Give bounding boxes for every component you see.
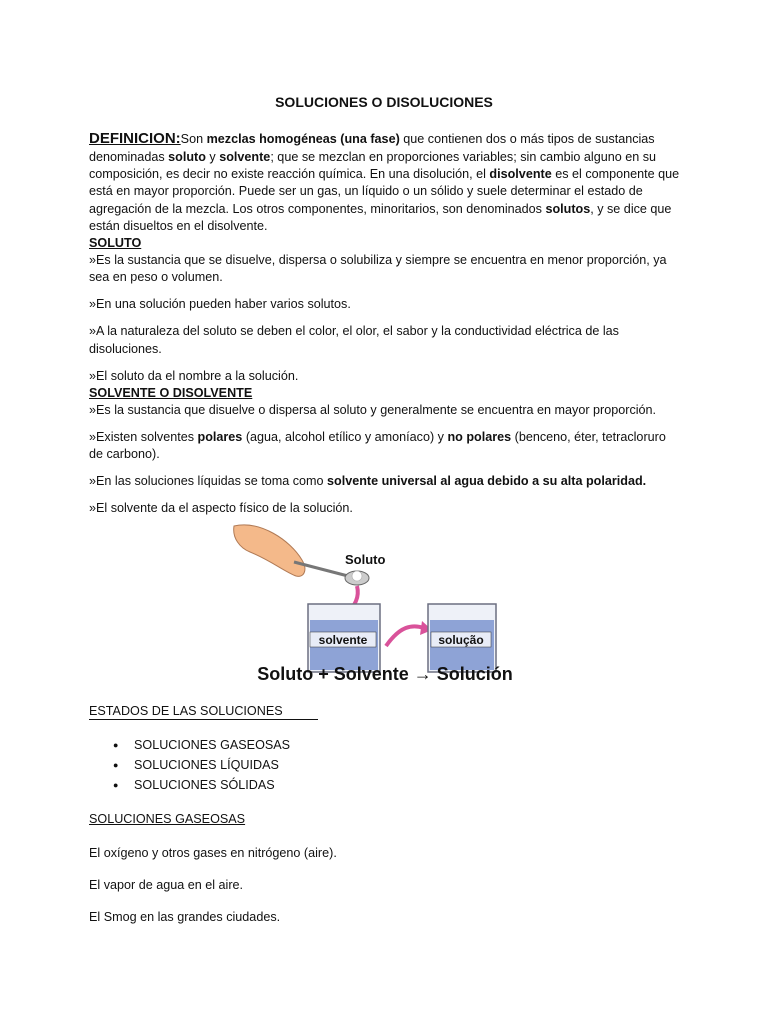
text: Son	[180, 132, 207, 146]
text: , y se dice que	[590, 202, 672, 216]
solvente-point-3	[89, 472, 646, 490]
bullet-icon: ●	[113, 780, 119, 790]
soluto-point-1a: »Es la sustancia que se disuelve, dispersa o solubiliza y siempre se encuentra en menor proporción, ya	[89, 253, 667, 267]
soluto-point-1b: sea en peso o volumen.	[89, 270, 223, 284]
definition-line-1	[89, 130, 655, 148]
soluto-point-3a: »A la naturaleza del soluto se deben el color, el olor, el sabor y la conductividad eléctrica de las	[89, 324, 619, 338]
solution-diagram	[230, 520, 540, 690]
gaseosas-example-1: El oxígeno y otros gases en nitrógeno (aire).	[89, 846, 337, 860]
heading-text: SOLUCIONES GASEOSAS	[89, 812, 246, 826]
text: agregación de la mezcla. Los otros componentes, minoritarios, son denominados	[89, 202, 546, 216]
bold-text: disolvente	[489, 167, 552, 181]
text: (agua, alcohol etílico y amoníaco) y	[242, 430, 448, 444]
solvente-heading	[89, 384, 252, 402]
text: »Existen solventes	[89, 430, 198, 444]
heading-text: SOLVENTE O DISOLVENTE	[89, 386, 253, 400]
solvente-point-2b: de carbono).	[89, 447, 160, 461]
gaseosas-example-3: El Smog en las grandes ciudades.	[89, 910, 281, 924]
soluto-point-2: »En una solución pueden haber varios solutos.	[89, 297, 351, 311]
solute-grains	[352, 571, 362, 581]
solvente-point-4: »El solvente da el aspecto físico de la solución.	[89, 501, 353, 515]
text: y	[205, 150, 220, 164]
transfer-arrow	[386, 626, 424, 646]
text: denominadas	[89, 150, 169, 164]
definition-line-5	[89, 200, 671, 218]
soluto-label: Soluto	[345, 552, 386, 567]
bold-text: solvente universal al agua debido a su alta polaridad.	[327, 474, 647, 488]
solvente-point-2a	[89, 428, 666, 446]
estado-item-3: SOLUCIONES SÓLIDAS	[134, 778, 275, 792]
text: ; que se mezclan en proporciones variables; sin cambio alguno en su	[270, 150, 657, 164]
bullet-icon: ●	[113, 740, 119, 750]
text: composición, es decir no existe reacción química. En una disolución, el	[89, 167, 490, 181]
bold-text: no polares	[447, 430, 512, 444]
definition-line-2	[89, 148, 656, 166]
gaseosas-example-2: El vapor de agua en el aire.	[89, 878, 244, 892]
beaker-solucao-label: solução	[438, 633, 484, 647]
bold-text: solvente	[219, 150, 271, 164]
bullet-icon: ●	[113, 760, 119, 770]
definition-label: DEFINICION:	[89, 130, 181, 147]
heading-text: SOLUTO	[89, 236, 142, 250]
definition-line-4: está en mayor proporción. Puede ser un gas, un líquido o un sólido y suele determinar el estado de	[89, 184, 643, 198]
beaker-solvente-label: solvente	[318, 633, 368, 647]
equation-text: Soluto + Solvente → Solución	[257, 664, 513, 684]
estado-item-1: SOLUCIONES GASEOSAS	[134, 738, 291, 752]
soluto-heading	[89, 234, 141, 252]
bold-text: polares	[197, 430, 243, 444]
solvente-point-1: »Es la sustancia que disuelve o dispersa al soluto y generalmente se encuentra en mayor proporción.	[89, 403, 657, 417]
definition-line-3	[89, 165, 679, 183]
bold-text: mezclas homogéneas (una fase)	[206, 132, 400, 146]
gaseosas-heading	[89, 810, 245, 828]
bold-text: soluto	[168, 150, 206, 164]
estado-item-2: SOLUCIONES LÍQUIDAS	[134, 758, 279, 772]
text: es el componente que	[551, 167, 680, 181]
bold-text: solutos	[545, 202, 591, 216]
soluto-point-3b: disoluciones.	[89, 342, 162, 356]
document-title: SOLUCIONES O DISOLUCIONES	[275, 94, 493, 110]
hand-illustration	[234, 525, 305, 576]
text: (benceno, éter, tetracloruro	[511, 430, 666, 444]
estados-heading: ESTADOS DE LAS SOLUCIONES	[89, 703, 318, 720]
text: »En las soluciones líquidas se toma como	[89, 474, 328, 488]
text: que contienen dos o más tipos de sustancias	[399, 132, 655, 146]
soluto-point-4: »El soluto da el nombre a la solución.	[89, 369, 299, 383]
definition-line-6: están disueltos en el disolvente.	[89, 219, 268, 233]
